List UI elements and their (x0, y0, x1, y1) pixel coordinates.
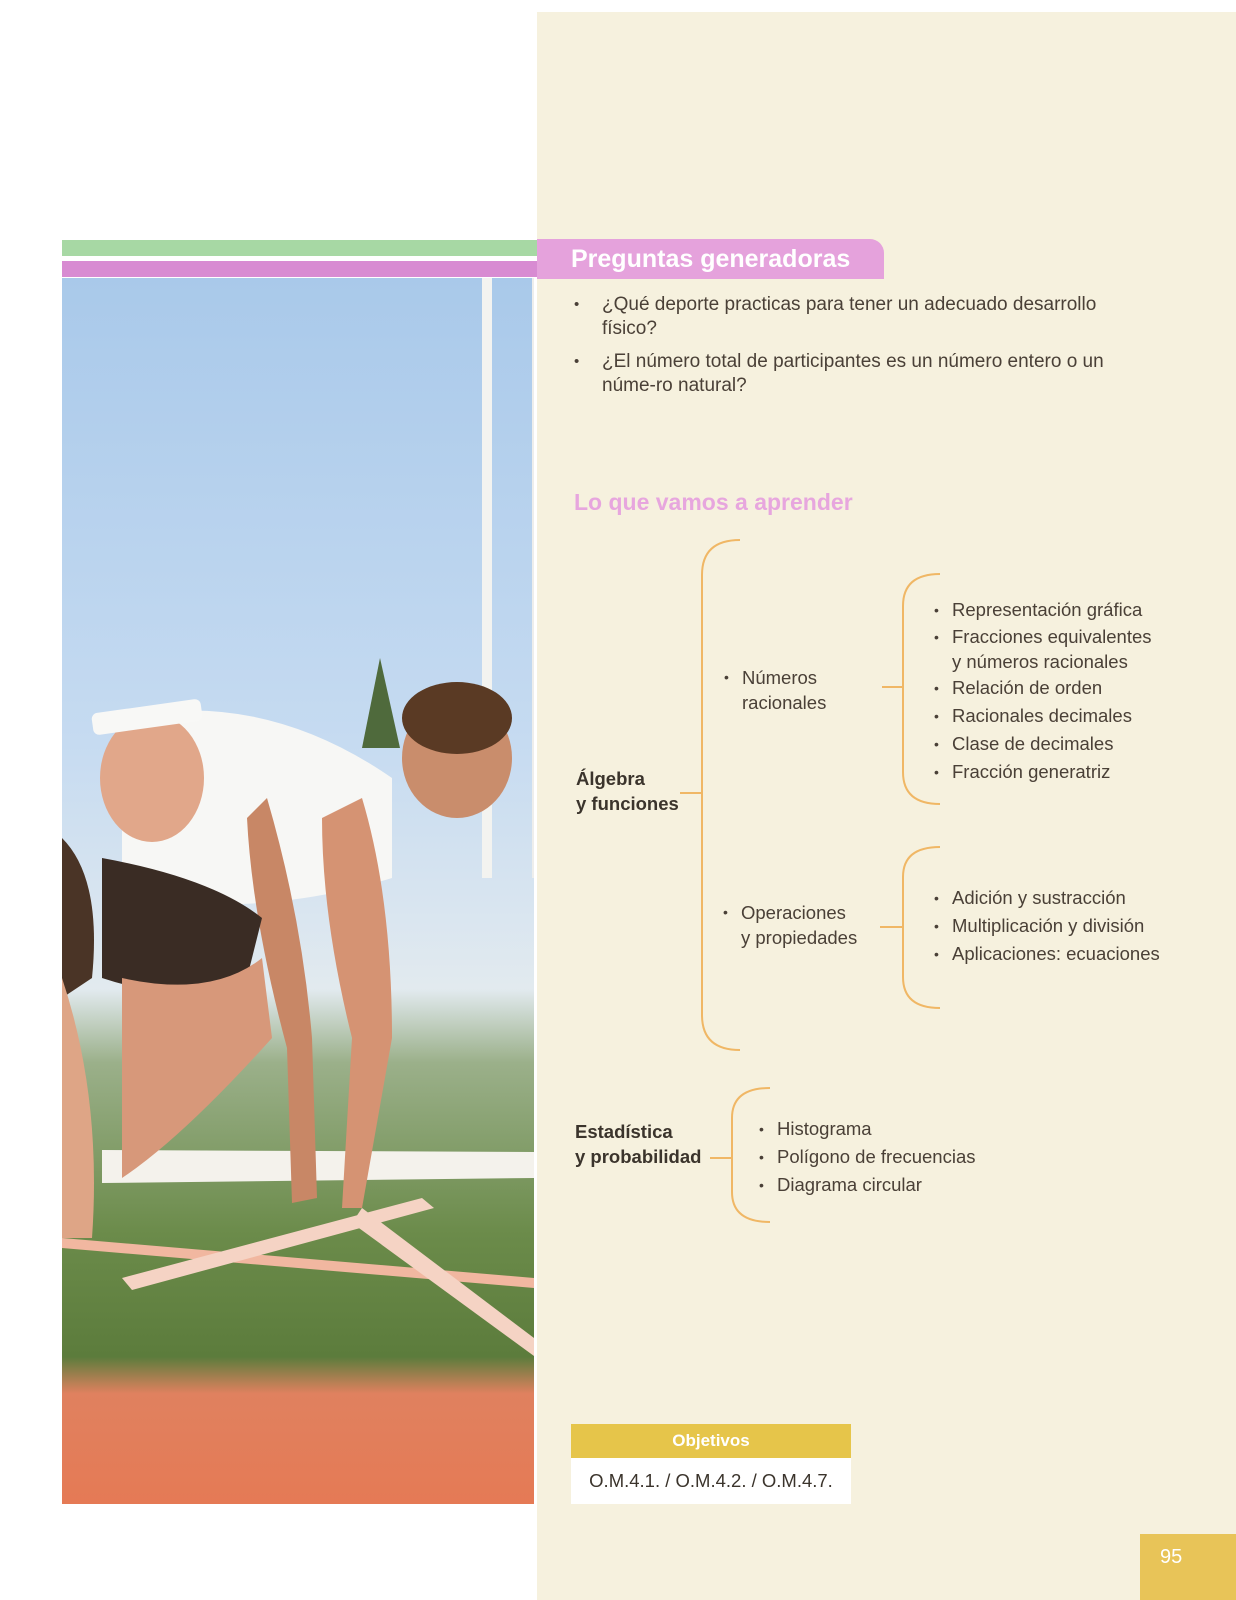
estadistica-list (757, 1115, 976, 1199)
list-item: • Clase de decimales (932, 730, 1152, 758)
page-number: 95 (1140, 1534, 1236, 1600)
list-item: • Aplicaciones: ecuaciones (932, 940, 1160, 968)
list-item: • Representación gráfica (932, 596, 1152, 624)
list-item: • Relación de orden (932, 674, 1152, 702)
subtopic-racionales-line1: • Números (742, 667, 818, 688)
topic-estadistica-line2: y probabilidad (575, 1146, 702, 1167)
list-item: • Histograma (757, 1115, 976, 1143)
list-item: • Diagrama circular (757, 1171, 976, 1199)
objectives-title: Objetivos (571, 1424, 851, 1458)
subtopic-operaciones-line2: y propiedades (741, 927, 858, 948)
topic-estadistica (575, 1119, 701, 1169)
racionales-list (932, 596, 1152, 786)
subtopic-racionales-line2: racionales (742, 692, 827, 713)
topic-algebra-line1: Álgebra (576, 768, 645, 789)
list-item: • Racionales decimales (932, 702, 1152, 730)
topic-estadistica-line1: Estadística (575, 1121, 673, 1142)
list-item: • Polígono de frecuencias (757, 1143, 976, 1171)
subtopic-racionales (722, 665, 826, 715)
section-header: Preguntas generadoras (537, 239, 884, 279)
list-item: • Fracciones equivalentes (932, 624, 1152, 650)
list-item: • Multiplicación y división (932, 912, 1160, 940)
learn-section-title: Lo que vamos a aprender (574, 489, 853, 515)
objectives-value: O.M.4.1. / O.M.4.2. / O.M.4.7. (571, 1458, 851, 1504)
subtopic-operaciones (721, 900, 857, 950)
brace-algebra (702, 540, 740, 1050)
question-item: • ¿El número total de participantes es un número entero o un núme-ro natural? (572, 350, 1132, 398)
list-item: • Fracción generatriz (932, 758, 1152, 786)
topic-algebra (576, 766, 679, 816)
list-item: y números racionales (952, 651, 1128, 672)
topic-algebra-line2: y funciones (576, 793, 679, 814)
subtopic-operaciones-line1: • Operaciones (741, 902, 846, 923)
list-item: • Adición y sustracción (932, 884, 1160, 912)
question-item: • ¿Qué deporte practicas para tener un adecuado desarrollo físico? (572, 293, 1132, 341)
operaciones-list (932, 884, 1160, 968)
